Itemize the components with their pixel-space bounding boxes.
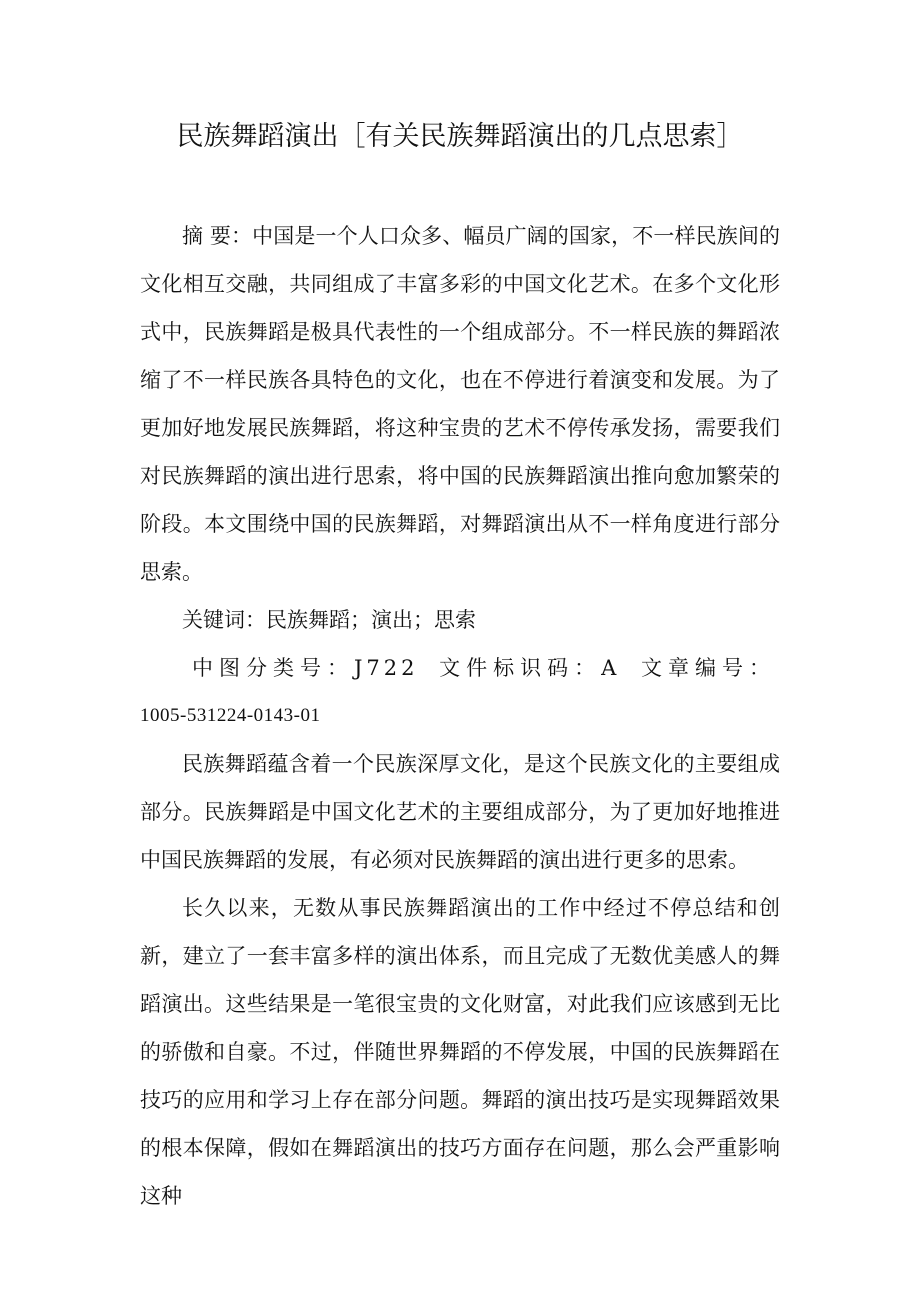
keywords-line: 关键词：民族舞蹈；演出；思索 — [182, 608, 476, 632]
body-paragraph: 长久以来，无数从事民族舞蹈演出的工作中经过不停总结和创新，建立了一套丰富多样的演出体系，而且完成了无数优美感人的舞蹈演出。这些结果是一笔很宝贵的文化财富，对此我们应该感到无比的骄傲和自豪。不过，伴随世界舞蹈的不停发展，中国的民族舞蹈在技巧的应用和学习上存在部分问题。舞蹈的演出技巧是实现舞蹈效果的根本保障，假如在舞蹈演出的技巧方面存在问题，那么会严重影响这种 — [140, 896, 780, 1208]
abstract-paragraph: 摘 要：中国是一个人口众多、幅员广阔的国家，不一样民族间的文化相互交融，共同组成了丰富多彩的中国文化艺术。在多个文化形式中，民族舞蹈是极具代表性的一个组成部分。不一样民族的舞蹈浓缩了不一样民族各具特色的文化，也在不停进行着演变和发展。为了更加好地发展民族舞蹈，将这种宝贵的艺术不停传承发扬，需要我们对民族舞蹈的演出进行思索，将中国的民族舞蹈演出推向愈加繁荣的阶段。本文围绕中国的民族舞蹈，对舞蹈演出从不一样角度进行部分思索。 — [140, 224, 780, 584]
clc-value: J722 — [354, 656, 419, 680]
classification-block — [140, 644, 780, 740]
doc-code-value: A — [601, 656, 621, 680]
document-body — [140, 212, 780, 1220]
document-title: 民族舞蹈演出［有关民族舞蹈演出的几点思索］ — [176, 121, 744, 152]
body-paragraph: 民族舞蹈蕴含着一个民族深厚文化，是这个民族文化的主要组成部分。民族舞蹈是中国文化艺术的主要组成部分，为了更加好地推进中国民族舞蹈的发展，有必须对民族舞蹈的演出进行更多的思索。 — [140, 752, 780, 872]
doc-code-label: 文件标识码： — [439, 656, 602, 680]
article-no-value: 1005-531224-0143-01 — [140, 705, 321, 726]
clc-label: 中图分类号： — [192, 656, 354, 680]
article-no-label: 文章编号： — [641, 656, 776, 680]
